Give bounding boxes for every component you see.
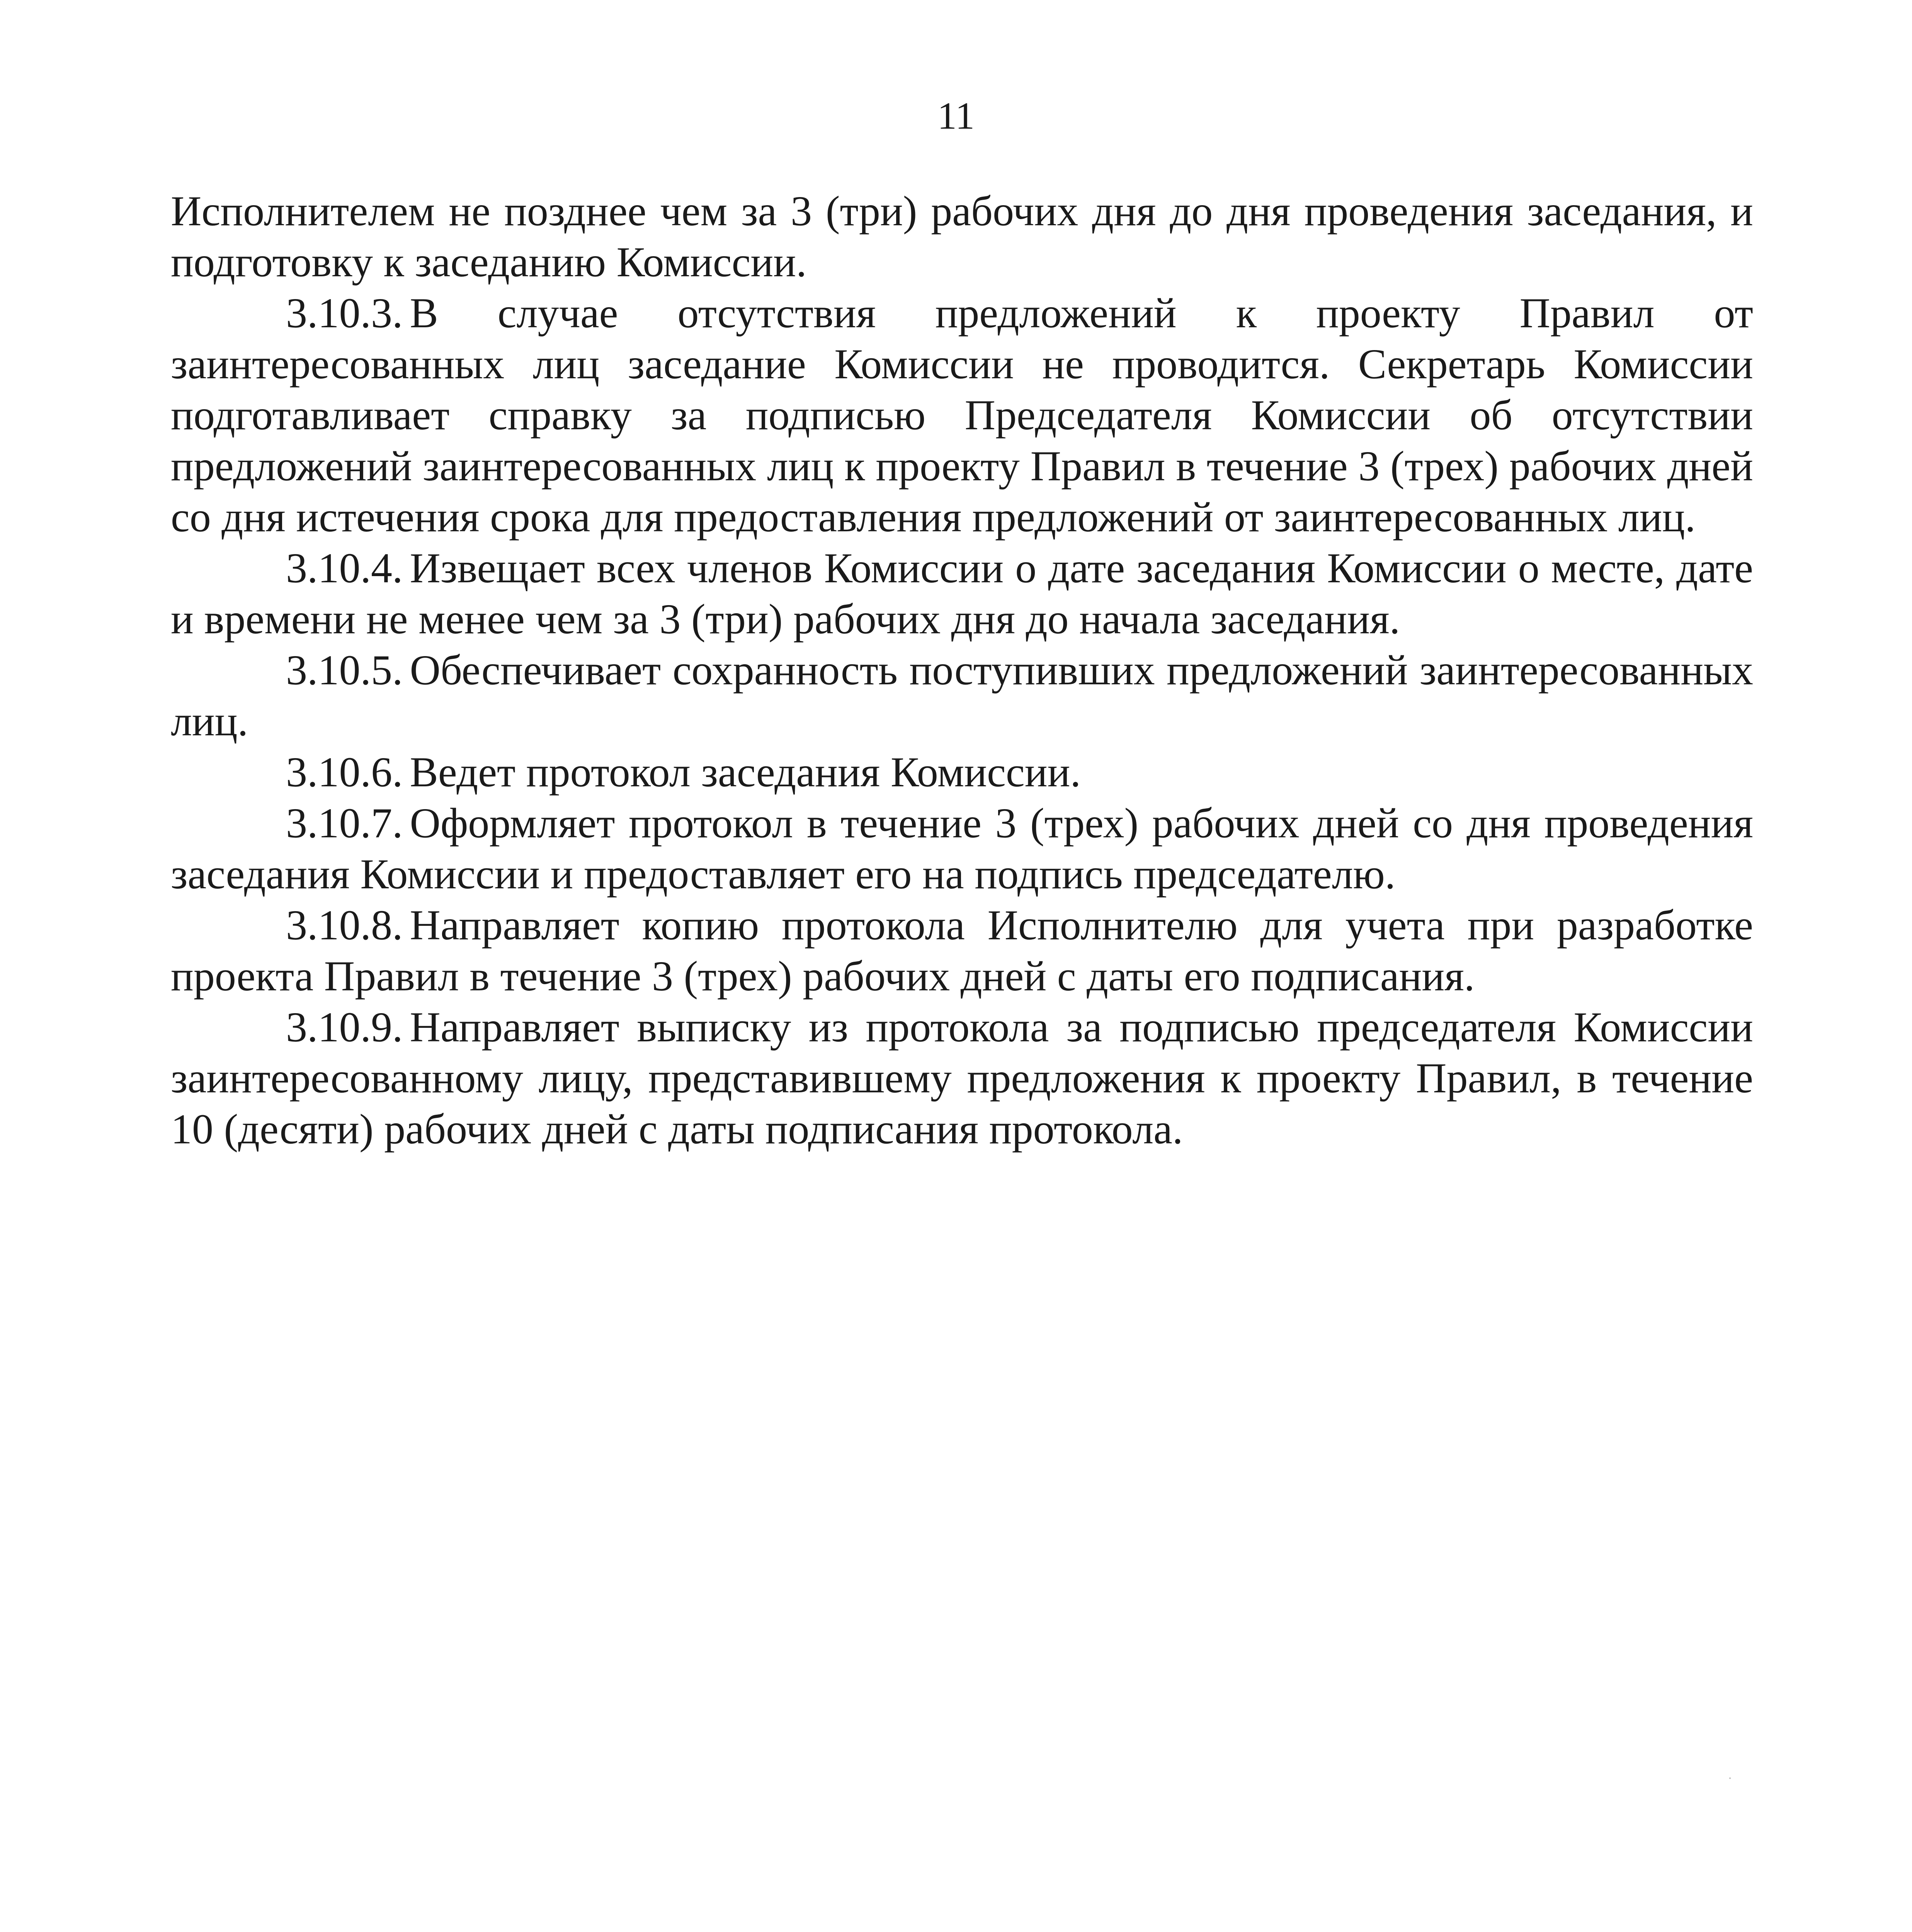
paragraph-number: 3.10.3. [286,289,403,337]
paragraph-number: 3.10.4. [286,544,403,592]
paragraph-text: Обеспечивает сохранность поступивших предложений заинтересованных лиц. [171,646,1753,745]
paragraph-text: Извещает всех членов Комиссии о дате заседания Комиссии о месте, дате и времени не менее чем за 3 (три) рабочих дня до начала заседания. [171,544,1753,643]
paragraph-number: 3.10.8. [286,901,403,949]
paragraph-text: Направляет копию протокола Исполнителю для учета при разработке проекта Правил в течение 3 (трех) рабочих дней с даты его подписания. [171,901,1753,1000]
paragraph-text: Направляет выписку из протокола за подписью председателя Комиссии заинтересованному лицу, представившему предложения к проекту Правил, в течение 10 (десяти) рабочих дней с даты подписания протокола. [171,1003,1753,1153]
paragraph-number: 3.10.7. [286,799,403,847]
paragraph-continuation [171,185,1753,287]
paragraph-3-10-5 [171,645,1753,747]
paragraph-text: Ведет протокол заседания Комиссии. [410,748,1081,796]
paragraph-text: В случае отсутствия предложений к проекту Правил от заинтересованных лиц заседание Комиссии не проводится. Секретарь Комиссии подготавливает справку за подписью Председателя Комиссии об отсутствии предложений заинтересованных лиц к проекту Правил в течение 3 (трех) рабочих дней со дня истечения срока для предоставления предложений от заинтересованных лиц. [171,289,1753,541]
paragraph-number: 3.10.9. [286,1003,403,1051]
document-body [171,185,1753,1155]
paragraph-3-10-7 [171,798,1753,900]
page-number: 11 [937,94,975,137]
scan-artifact [1729,1777,1731,1779]
paragraph-number: 3.10.5. [286,646,403,694]
paragraph-3-10-4 [171,543,1753,645]
paragraph-3-10-6 [171,747,1753,798]
paragraph-3-10-8 [171,900,1753,1002]
paragraph-3-10-9 [171,1002,1753,1155]
paragraph-text: Исполнителем не позднее чем за 3 (три) рабочих дня до дня проведения заседания, и подготовку к заседанию Комиссии. [171,187,1753,286]
paragraph-number: 3.10.6. [286,748,403,796]
paragraph-text: Оформляет протокол в течение 3 (трех) рабочих дней со дня проведения заседания Комиссии и предоставляет его на подпись председателю. [171,799,1753,898]
paragraph-3-10-3 [171,287,1753,543]
